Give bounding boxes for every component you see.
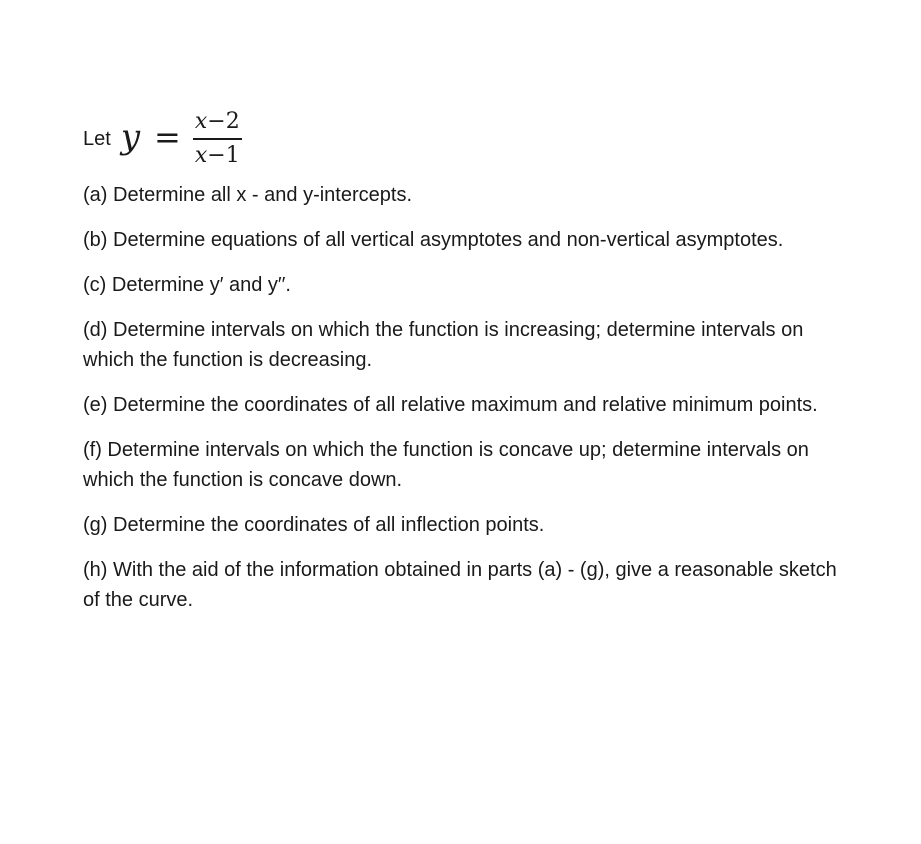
equals-sign: = [154,118,181,156]
fraction-bar [193,138,242,140]
part-h: (h) With the aid of the information obtained in parts (a) - (g), give a reasonable sketch of the curve. [83,559,837,611]
part-a: (a) Determine all x - and y-intercepts. [83,184,413,206]
denominator-variable: x [194,143,208,168]
fraction-numerator [193,108,242,136]
part-f: (f) Determine intervals on which the function is concave up; determine intervals on which the function is concave down. [83,439,809,491]
equation [121,108,242,170]
denominator-rest: −1 [207,143,240,168]
part-e: (e) Determine the coordinates of all relative maximum and relative minimum points. [83,394,818,416]
part-c: (c) Determine y′ and y′′. [83,274,291,296]
document-body [83,102,858,630]
part-g: (g) Determine the coordinates of all inflection points. [83,514,545,536]
part-b: (b) Determine equations of all vertical asymptotes and non-vertical asymptotes. [83,229,784,251]
numerator-rest: −2 [207,109,240,134]
function-definition [83,102,858,176]
fraction [193,108,242,170]
fraction-denominator [193,142,242,170]
let-word: Let [83,128,111,150]
part-d: (d) Determine intervals on which the function is increasing; determine intervals on which the function is decreasing. [83,319,804,371]
y-variable: y [120,117,141,157]
numerator-variable: x [194,109,208,134]
